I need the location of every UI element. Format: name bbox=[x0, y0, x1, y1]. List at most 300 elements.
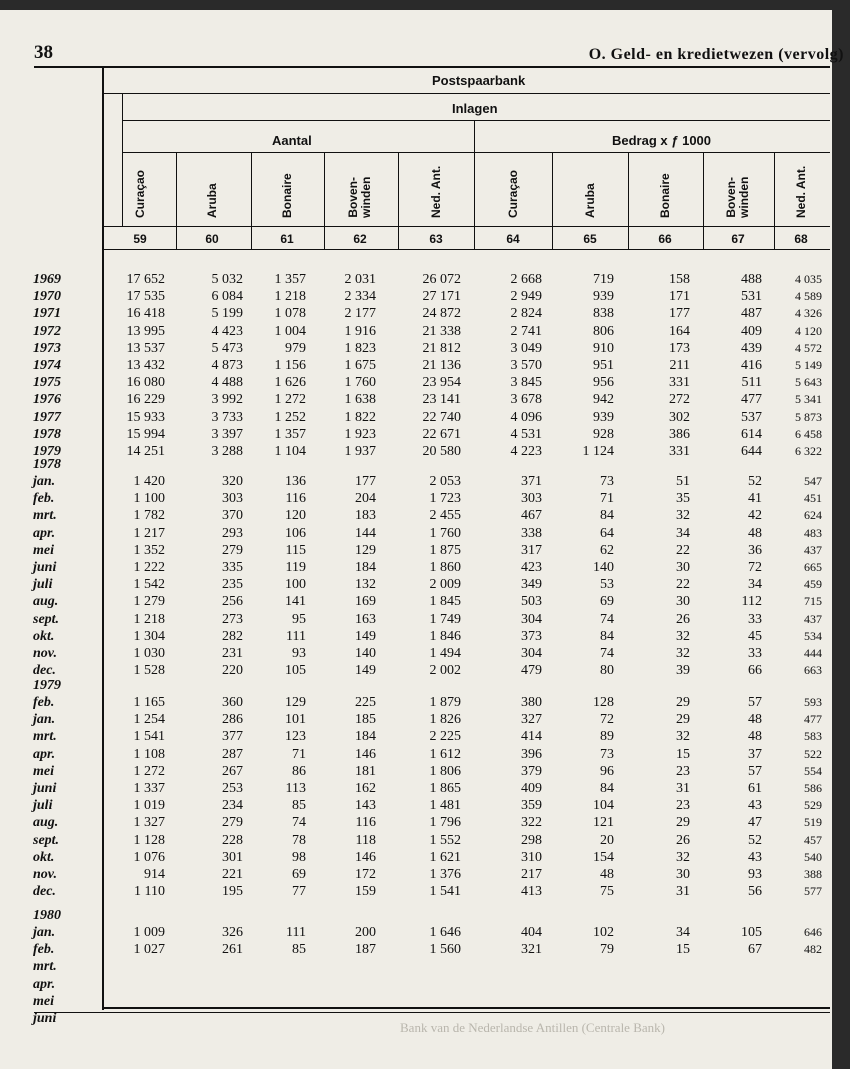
table-cell: 5 473 bbox=[211, 340, 243, 356]
table-cell: 211 bbox=[669, 358, 690, 373]
table-cell: 303 bbox=[222, 491, 243, 507]
table-cell: 30 bbox=[676, 594, 690, 610]
table-cell: 304 bbox=[521, 646, 542, 661]
table-cell: 467 bbox=[521, 508, 542, 524]
table-cell: 1 865 bbox=[429, 781, 461, 796]
row-label: jan. bbox=[33, 474, 56, 489]
row-label: juli bbox=[33, 577, 53, 593]
table-cell: 77 bbox=[292, 884, 306, 900]
table-cell: 16 229 bbox=[126, 392, 165, 408]
row-label: 1979 bbox=[33, 444, 61, 459]
page-number: 38 bbox=[34, 42, 53, 63]
table-cell: 593 bbox=[804, 695, 822, 709]
table-cell: 287 bbox=[222, 746, 243, 762]
table-cell: 379 bbox=[521, 763, 542, 779]
table-cell: 23 bbox=[676, 798, 690, 814]
table-cell: 488 bbox=[741, 272, 762, 287]
table-cell: 164 bbox=[669, 323, 690, 339]
table-cell: 1 279 bbox=[133, 594, 165, 610]
table-cell: 327 bbox=[521, 712, 542, 728]
table-cell: 282 bbox=[222, 628, 243, 644]
table-cell: 2 741 bbox=[510, 323, 542, 339]
row-label: 1976 bbox=[33, 392, 61, 408]
column-header: Aruba bbox=[582, 183, 597, 218]
table-cell: 614 bbox=[741, 426, 762, 442]
col-sep bbox=[552, 152, 553, 249]
table-cell: 47 bbox=[748, 815, 762, 831]
row-label: mrt. bbox=[33, 959, 57, 975]
table-cell: 184 bbox=[355, 560, 376, 575]
table-cell: 4 120 bbox=[795, 323, 822, 338]
table-cell: 34 bbox=[676, 525, 690, 541]
table-cell: 540 bbox=[804, 849, 822, 864]
table-cell: 143 bbox=[355, 798, 376, 814]
column-number: 60 bbox=[205, 232, 219, 246]
table-cell: 267 bbox=[222, 763, 243, 779]
row-label: aug. bbox=[33, 594, 59, 610]
table-cell: 439 bbox=[741, 340, 762, 356]
table-cell: 32 bbox=[676, 646, 690, 661]
column-header: Boven- winden bbox=[724, 176, 751, 218]
table-cell: 1 796 bbox=[429, 815, 461, 831]
table-cell: 116 bbox=[355, 815, 376, 831]
table-cell: 21 338 bbox=[422, 323, 461, 339]
table-cell: 1 357 bbox=[274, 426, 306, 442]
row-label: feb. bbox=[33, 942, 55, 958]
table-cell: 939 bbox=[593, 289, 614, 305]
table-cell: 1 156 bbox=[274, 358, 306, 373]
table-cell: 4 423 bbox=[211, 323, 243, 339]
table-cell: 26 072 bbox=[422, 272, 461, 287]
header-rule-1 bbox=[104, 93, 830, 94]
table-cell: 23 954 bbox=[422, 375, 461, 391]
table-cell: 370 bbox=[222, 508, 243, 524]
table-cell: 48 bbox=[748, 525, 762, 541]
page-bottom-rule bbox=[34, 1012, 830, 1013]
table-cell: 1 019 bbox=[133, 798, 165, 814]
table-cell: 1 845 bbox=[429, 594, 461, 610]
table-cell: 1 272 bbox=[133, 763, 165, 779]
table-cell: 5 199 bbox=[211, 306, 243, 322]
table-cell: 335 bbox=[222, 560, 243, 575]
table-cell: 104 bbox=[593, 798, 614, 814]
table-cell: 1 749 bbox=[429, 611, 461, 627]
table-cell: 75 bbox=[600, 884, 614, 900]
table-cell: 4 873 bbox=[211, 358, 243, 373]
column-header: Curaçao bbox=[132, 169, 147, 218]
col-sep bbox=[774, 152, 775, 249]
table-cell: 21 812 bbox=[422, 340, 461, 356]
table-cell: 140 bbox=[355, 646, 376, 661]
table-cell: 2 949 bbox=[510, 289, 542, 305]
table-cell: 30 bbox=[676, 560, 690, 575]
table-cell: 52 bbox=[748, 832, 762, 848]
header-rule-4 bbox=[104, 226, 830, 227]
table-cell: 217 bbox=[521, 867, 542, 882]
table-cell: 256 bbox=[222, 594, 243, 610]
table-cell: 534 bbox=[804, 628, 822, 643]
table-cell: 322 bbox=[521, 815, 542, 831]
table-cell: 1 108 bbox=[133, 746, 165, 762]
bleed-through-text: Bank van de Nederlandse Antillen (Centrale Bank) bbox=[400, 1020, 665, 1035]
table-cell: 74 bbox=[600, 646, 614, 661]
table-cell: 479 bbox=[521, 663, 542, 679]
table-cell: 1 376 bbox=[429, 867, 461, 882]
table-cell: 1 352 bbox=[133, 542, 165, 558]
table-cell: 293 bbox=[222, 525, 243, 541]
table-cell: 1 541 bbox=[133, 729, 165, 745]
table-cell: 72 bbox=[748, 560, 762, 575]
table-cell: 67 bbox=[748, 942, 762, 958]
table-cell: 503 bbox=[521, 594, 542, 610]
table-cell: 4 572 bbox=[795, 340, 822, 355]
table-cell: 195 bbox=[222, 884, 243, 900]
table-cell: 27 171 bbox=[422, 289, 461, 305]
table-cell: 13 432 bbox=[126, 358, 165, 373]
table-cell: 20 bbox=[600, 832, 614, 848]
table-cell: 373 bbox=[521, 628, 542, 644]
table-cell: 6 084 bbox=[211, 289, 243, 305]
table-cell: 2 334 bbox=[344, 289, 376, 305]
row-label: 1970 bbox=[33, 289, 61, 305]
table-cell: 98 bbox=[292, 849, 306, 865]
table-cell: 806 bbox=[593, 323, 614, 339]
table-cell: 1 327 bbox=[133, 815, 165, 831]
table-cell: 57 bbox=[748, 695, 762, 710]
table-cell: 1 760 bbox=[344, 375, 376, 391]
table-cell: 84 bbox=[600, 628, 614, 644]
table-cell: 48 bbox=[748, 712, 762, 728]
table-cell: 17 652 bbox=[126, 272, 165, 287]
table-cell: 129 bbox=[355, 542, 376, 558]
table-cell: 24 872 bbox=[422, 306, 461, 322]
table-cell: 149 bbox=[355, 628, 376, 644]
row-label: jan. bbox=[33, 925, 56, 940]
table-cell: 105 bbox=[741, 925, 762, 940]
row-label: nov. bbox=[33, 646, 57, 661]
table-cell: 16 418 bbox=[126, 306, 165, 322]
table-cell: 15 bbox=[676, 746, 690, 762]
column-number: 68 bbox=[794, 232, 808, 246]
table-cell: 1 128 bbox=[133, 832, 165, 848]
table-cell: 1 846 bbox=[429, 628, 461, 644]
table-cell: 32 bbox=[676, 508, 690, 524]
table-cell: 64 bbox=[600, 525, 614, 541]
table-cell: 123 bbox=[285, 729, 306, 745]
table-cell: 646 bbox=[804, 925, 822, 939]
table-cell: 112 bbox=[741, 594, 762, 610]
table-cell: 1 875 bbox=[429, 542, 461, 558]
table-cell: 477 bbox=[741, 392, 762, 408]
row-label: 1972 bbox=[33, 323, 61, 339]
table-cell: 586 bbox=[804, 781, 822, 795]
table-cell: 302 bbox=[669, 409, 690, 425]
table-cell: 1 420 bbox=[133, 474, 165, 489]
table-cell: 119 bbox=[285, 560, 306, 575]
table-cell: 162 bbox=[355, 781, 376, 796]
header-aantal: Aantal bbox=[272, 133, 312, 148]
table-cell: 158 bbox=[669, 272, 690, 287]
table-cell: 310 bbox=[521, 849, 542, 865]
table-cell: 23 141 bbox=[422, 392, 461, 408]
table-cell: 1 621 bbox=[429, 849, 461, 865]
table-cell: 1 626 bbox=[274, 375, 306, 391]
row-label: okt. bbox=[33, 628, 55, 644]
table-cell: 177 bbox=[355, 474, 376, 489]
table-cell: 404 bbox=[521, 925, 542, 940]
table-cell: 1 923 bbox=[344, 426, 376, 442]
table-cell: 74 bbox=[600, 611, 614, 627]
table-cell: 1 916 bbox=[344, 323, 376, 339]
table-cell: 537 bbox=[741, 409, 762, 425]
table-cell: 1 100 bbox=[133, 491, 165, 507]
table-cell: 121 bbox=[593, 815, 614, 831]
table-cell: 85 bbox=[292, 798, 306, 814]
table-cell: 102 bbox=[593, 925, 614, 940]
table-cell: 1 494 bbox=[429, 646, 461, 661]
table-cell: 2 177 bbox=[344, 306, 376, 322]
table-cell: 321 bbox=[521, 942, 542, 958]
table-cell: 115 bbox=[285, 542, 306, 558]
table-cell: 111 bbox=[286, 925, 306, 940]
table-cell: 36 bbox=[748, 542, 762, 558]
table-cell: 4 096 bbox=[510, 409, 542, 425]
table-cell: 32 bbox=[676, 628, 690, 644]
table-cell: 13 537 bbox=[126, 340, 165, 356]
table-cell: 95 bbox=[292, 611, 306, 627]
row-label: sept. bbox=[33, 832, 60, 848]
table-cell: 26 bbox=[676, 832, 690, 848]
row-label: juni bbox=[33, 781, 57, 796]
table-cell: 200 bbox=[355, 925, 376, 940]
table-cell: 61 bbox=[748, 781, 762, 796]
column-header: Boven- winden bbox=[346, 176, 373, 218]
table-cell: 2 824 bbox=[510, 306, 542, 322]
table-cell: 531 bbox=[741, 289, 762, 305]
row-label: feb. bbox=[33, 695, 55, 710]
table-cell: 1 004 bbox=[274, 323, 306, 339]
row-label: juni bbox=[33, 560, 57, 575]
table-cell: 231 bbox=[222, 646, 243, 661]
table-cell: 3 570 bbox=[510, 358, 542, 373]
row-label: mei bbox=[33, 542, 54, 558]
table-cell: 43 bbox=[748, 849, 762, 865]
table-cell: 1 552 bbox=[429, 832, 461, 848]
table-cell: 113 bbox=[285, 781, 306, 796]
table-cell: 1 078 bbox=[274, 306, 306, 322]
column-header: Aruba bbox=[204, 183, 219, 218]
table-cell: 51 bbox=[676, 474, 690, 489]
table-cell: 522 bbox=[804, 746, 822, 761]
table-cell: 910 bbox=[593, 340, 614, 356]
table-cell: 1 860 bbox=[429, 560, 461, 575]
table-cell: 1 806 bbox=[429, 763, 461, 779]
column-header: Bonaire bbox=[657, 173, 672, 218]
table-cell: 477 bbox=[804, 712, 822, 727]
table-cell: 273 bbox=[222, 611, 243, 627]
table-cell: 483 bbox=[804, 525, 822, 540]
table-cell: 1 646 bbox=[429, 925, 461, 940]
table-cell: 396 bbox=[521, 746, 542, 762]
row-label: apr. bbox=[33, 746, 56, 762]
table-cell: 838 bbox=[593, 306, 614, 322]
table-cell: 317 bbox=[521, 542, 542, 558]
table-cell: 39 bbox=[676, 663, 690, 679]
header-rule-2 bbox=[122, 120, 830, 121]
table-cell: 69 bbox=[600, 594, 614, 610]
table-cell: 2 009 bbox=[429, 577, 461, 593]
table-cell: 116 bbox=[285, 491, 306, 507]
table-cell: 235 bbox=[222, 577, 243, 593]
table-cell: 360 bbox=[222, 695, 243, 710]
table-cell: 2 002 bbox=[429, 663, 461, 679]
column-header: Bonaire bbox=[279, 173, 294, 218]
table-cell: 228 bbox=[222, 832, 243, 848]
year-group-header: 1980 bbox=[33, 908, 61, 923]
table-cell: 185 bbox=[355, 712, 376, 728]
table-cell: 31 bbox=[676, 781, 690, 796]
table-cell: 71 bbox=[600, 491, 614, 507]
table-bottom-rule bbox=[104, 1007, 830, 1009]
table-cell: 23 bbox=[676, 763, 690, 779]
table-cell: 409 bbox=[521, 781, 542, 796]
table-cell: 86 bbox=[292, 763, 306, 779]
table-cell: 30 bbox=[676, 867, 690, 882]
table-cell: 386 bbox=[669, 426, 690, 442]
row-label: mei bbox=[33, 993, 54, 1009]
table-cell: 62 bbox=[600, 542, 614, 558]
table-cell: 48 bbox=[748, 729, 762, 745]
table-cell: 3 288 bbox=[211, 444, 243, 459]
table-cell: 187 bbox=[355, 942, 376, 958]
table-cell: 3 678 bbox=[510, 392, 542, 408]
table-cell: 101 bbox=[285, 712, 306, 728]
table-cell: 15 bbox=[676, 942, 690, 958]
table-cell: 451 bbox=[804, 491, 822, 506]
table-cell: 437 bbox=[804, 611, 822, 626]
row-label: dec. bbox=[33, 663, 56, 679]
table-cell: 17 535 bbox=[126, 289, 165, 305]
section-title: O. Geld- en kredietwezen (vervolg) bbox=[588, 46, 844, 63]
table-cell: 1 638 bbox=[344, 392, 376, 408]
table-cell: 34 bbox=[676, 925, 690, 940]
table-cell: 3 992 bbox=[211, 392, 243, 408]
table-cell: 141 bbox=[285, 594, 306, 610]
table-cell: 5 032 bbox=[211, 272, 243, 287]
row-label: apr. bbox=[33, 976, 56, 992]
row-label: jan. bbox=[33, 712, 56, 728]
table-cell: 956 bbox=[593, 375, 614, 391]
column-number: 66 bbox=[658, 232, 672, 246]
row-label: nov. bbox=[33, 867, 57, 882]
table-cell: 1 612 bbox=[429, 746, 461, 762]
table-cell: 31 bbox=[676, 884, 690, 900]
year-group-header: 1978 bbox=[33, 457, 61, 472]
col-sep bbox=[474, 120, 475, 249]
table-cell: 220 bbox=[222, 663, 243, 679]
table-cell: 279 bbox=[222, 815, 243, 831]
table-cell: 41 bbox=[748, 491, 762, 507]
table-cell: 459 bbox=[804, 577, 822, 592]
table-cell: 234 bbox=[222, 798, 243, 814]
header-inlagen: Inlagen bbox=[452, 101, 498, 116]
table-cell: 16 080 bbox=[126, 375, 165, 391]
table-cell: 89 bbox=[600, 729, 614, 745]
table-cell: 128 bbox=[593, 695, 614, 710]
col-sep bbox=[398, 152, 399, 249]
table-cell: 5 873 bbox=[795, 409, 822, 424]
table-cell: 409 bbox=[741, 323, 762, 339]
table-cell: 1 218 bbox=[133, 611, 165, 627]
table-cell: 437 bbox=[804, 542, 822, 557]
table-cell: 34 bbox=[748, 577, 762, 593]
table-cell: 624 bbox=[804, 508, 822, 523]
table-cell: 547 bbox=[804, 474, 822, 488]
table-cell: 298 bbox=[521, 832, 542, 848]
table-cell: 84 bbox=[600, 508, 614, 524]
table-cell: 14 251 bbox=[126, 444, 165, 459]
row-label: 1975 bbox=[33, 375, 61, 391]
table-cell: 286 bbox=[222, 712, 243, 728]
row-label: 1971 bbox=[33, 306, 61, 322]
table-cell: 272 bbox=[669, 392, 690, 408]
row-label: juli bbox=[33, 798, 53, 814]
table-cell: 304 bbox=[521, 611, 542, 627]
column-number: 65 bbox=[583, 232, 597, 246]
row-label: 1978 bbox=[33, 426, 61, 442]
table-cell: 1 937 bbox=[344, 444, 376, 459]
column-header: Curaçao bbox=[505, 169, 520, 218]
table-cell: 1 879 bbox=[429, 695, 461, 710]
table-cell: 338 bbox=[521, 525, 542, 541]
table-cell: 169 bbox=[355, 594, 376, 610]
table-cell: 26 bbox=[676, 611, 690, 627]
table-cell: 1 218 bbox=[274, 289, 306, 305]
table-cell: 663 bbox=[804, 663, 822, 678]
table-cell: 423 bbox=[521, 560, 542, 575]
table-cell: 380 bbox=[521, 695, 542, 710]
table-cell: 13 995 bbox=[126, 323, 165, 339]
table-cell: 1 541 bbox=[429, 884, 461, 900]
table-cell: 1 124 bbox=[582, 444, 614, 459]
table-cell: 100 bbox=[285, 577, 306, 593]
row-label: mei bbox=[33, 763, 54, 779]
table-cell: 253 bbox=[222, 781, 243, 796]
table-cell: 221 bbox=[222, 867, 243, 882]
table-cell: 1 823 bbox=[344, 340, 376, 356]
table-cell: 1 030 bbox=[133, 646, 165, 661]
year-group-header: 1979 bbox=[33, 678, 61, 693]
table-cell: 43 bbox=[748, 798, 762, 814]
table-cell: 37 bbox=[748, 746, 762, 762]
column-header: Ned. Ant. bbox=[793, 165, 808, 218]
table-cell: 22 bbox=[676, 542, 690, 558]
table-cell: 177 bbox=[669, 306, 690, 322]
table-cell: 56 bbox=[748, 884, 762, 900]
table-cell: 118 bbox=[355, 832, 376, 848]
header-rule-5 bbox=[104, 249, 830, 250]
table-cell: 120 bbox=[285, 508, 306, 524]
table-cell: 482 bbox=[804, 942, 822, 957]
row-label: 1977 bbox=[33, 409, 61, 425]
table-cell: 149 bbox=[355, 663, 376, 679]
table-cell: 457 bbox=[804, 832, 822, 847]
table-cell: 79 bbox=[600, 942, 614, 958]
column-number: 63 bbox=[429, 232, 443, 246]
row-label: feb. bbox=[33, 491, 55, 507]
table-cell: 33 bbox=[748, 611, 762, 627]
column-number: 62 bbox=[353, 232, 367, 246]
